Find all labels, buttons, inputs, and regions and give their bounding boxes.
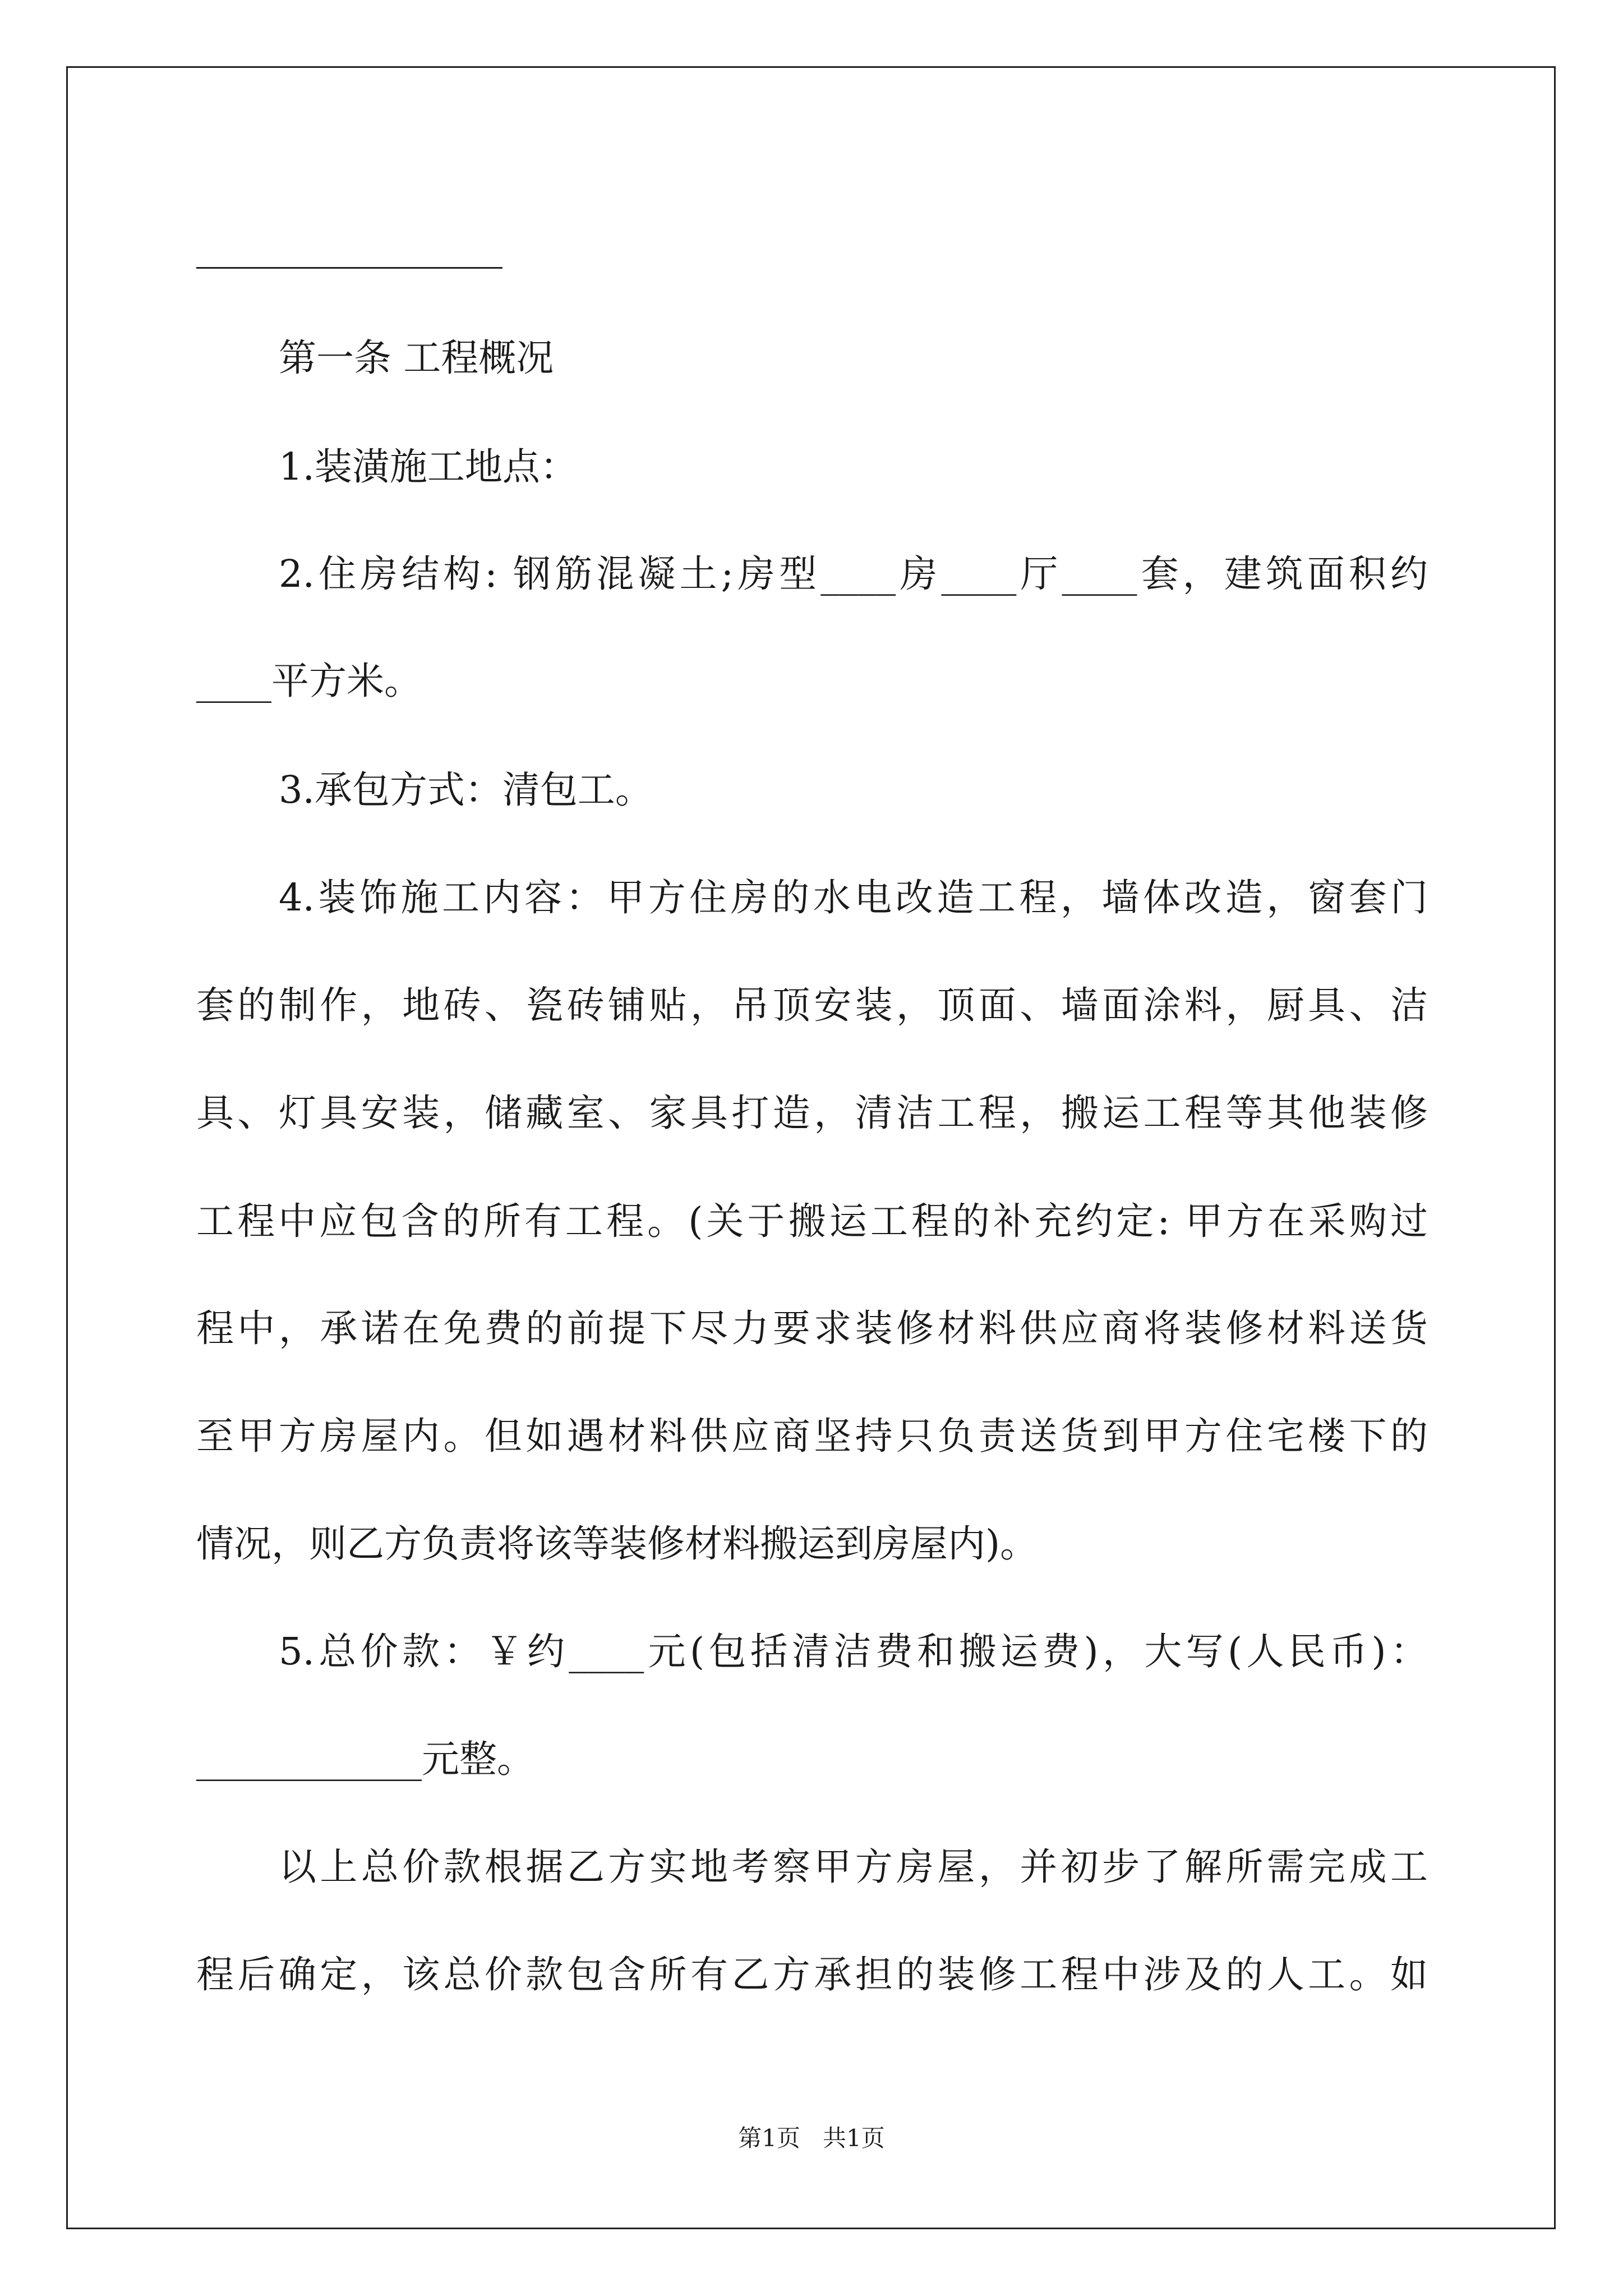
page-number-footer: 第1页 共1页: [738, 2124, 885, 2152]
clause-4-line-3: 具、灯具安装，储藏室、家具打造，清洁工程，搬运工程等其他装修: [196, 1091, 1428, 1135]
clause-4-line-4: 工程中应包含的所有工程。(关于搬运工程的补充约定: 甲方在采购过: [196, 1199, 1428, 1243]
clause-3: 3.承包方式：清包工。: [279, 768, 653, 812]
paragraph-line-1: 以上总价款根据乙方实地考察甲方房屋，并初步了解所需完成工: [279, 1845, 1428, 1889]
paragraph-line-2: 程后确定，该总价款包含所有乙方承担的装修工程中涉及的人工。如: [196, 1953, 1428, 1996]
clause-4-line-6: 至甲方房屋内。但如遇材料供应商坚持只负责送货到甲方住宅楼下的: [196, 1414, 1428, 1458]
clause-4-line-7: 情况，则乙方负责将该等装修材料搬运到房屋内)。: [196, 1522, 1038, 1566]
clause-5-line-2: ____________元整。: [196, 1737, 534, 1781]
clause-4-line-2: 套的制作，地砖、瓷砖铺贴，吊顶安装，顶面、墙面涂料，厨具、洁: [196, 983, 1428, 1027]
blank-underline: [196, 267, 502, 269]
page-frame: [66, 66, 1556, 2229]
clause-4-line-5: 程中，承诺在免费的前提下尽力要求装修材料供应商将装修材料送货: [196, 1306, 1428, 1350]
clause-5-line-1: 5.总价款：￥约____元(包括清洁费和搬运费)，大写(人民币)：: [279, 1630, 1428, 1673]
clause-2-line-2: ____平方米。: [196, 659, 422, 703]
clause-4-line-1: 4.装饰施工内容：甲方住房的水电改造工程，墙体改造，窗套门: [279, 876, 1428, 919]
clause-1: 1.装潢施工地点：: [279, 445, 578, 489]
section-heading: 第一条 工程概况: [279, 336, 554, 380]
clause-2-line-1: 2.住房结构: 钢筋混凝土;房型____房____厅____套，建筑面积约: [279, 552, 1428, 596]
